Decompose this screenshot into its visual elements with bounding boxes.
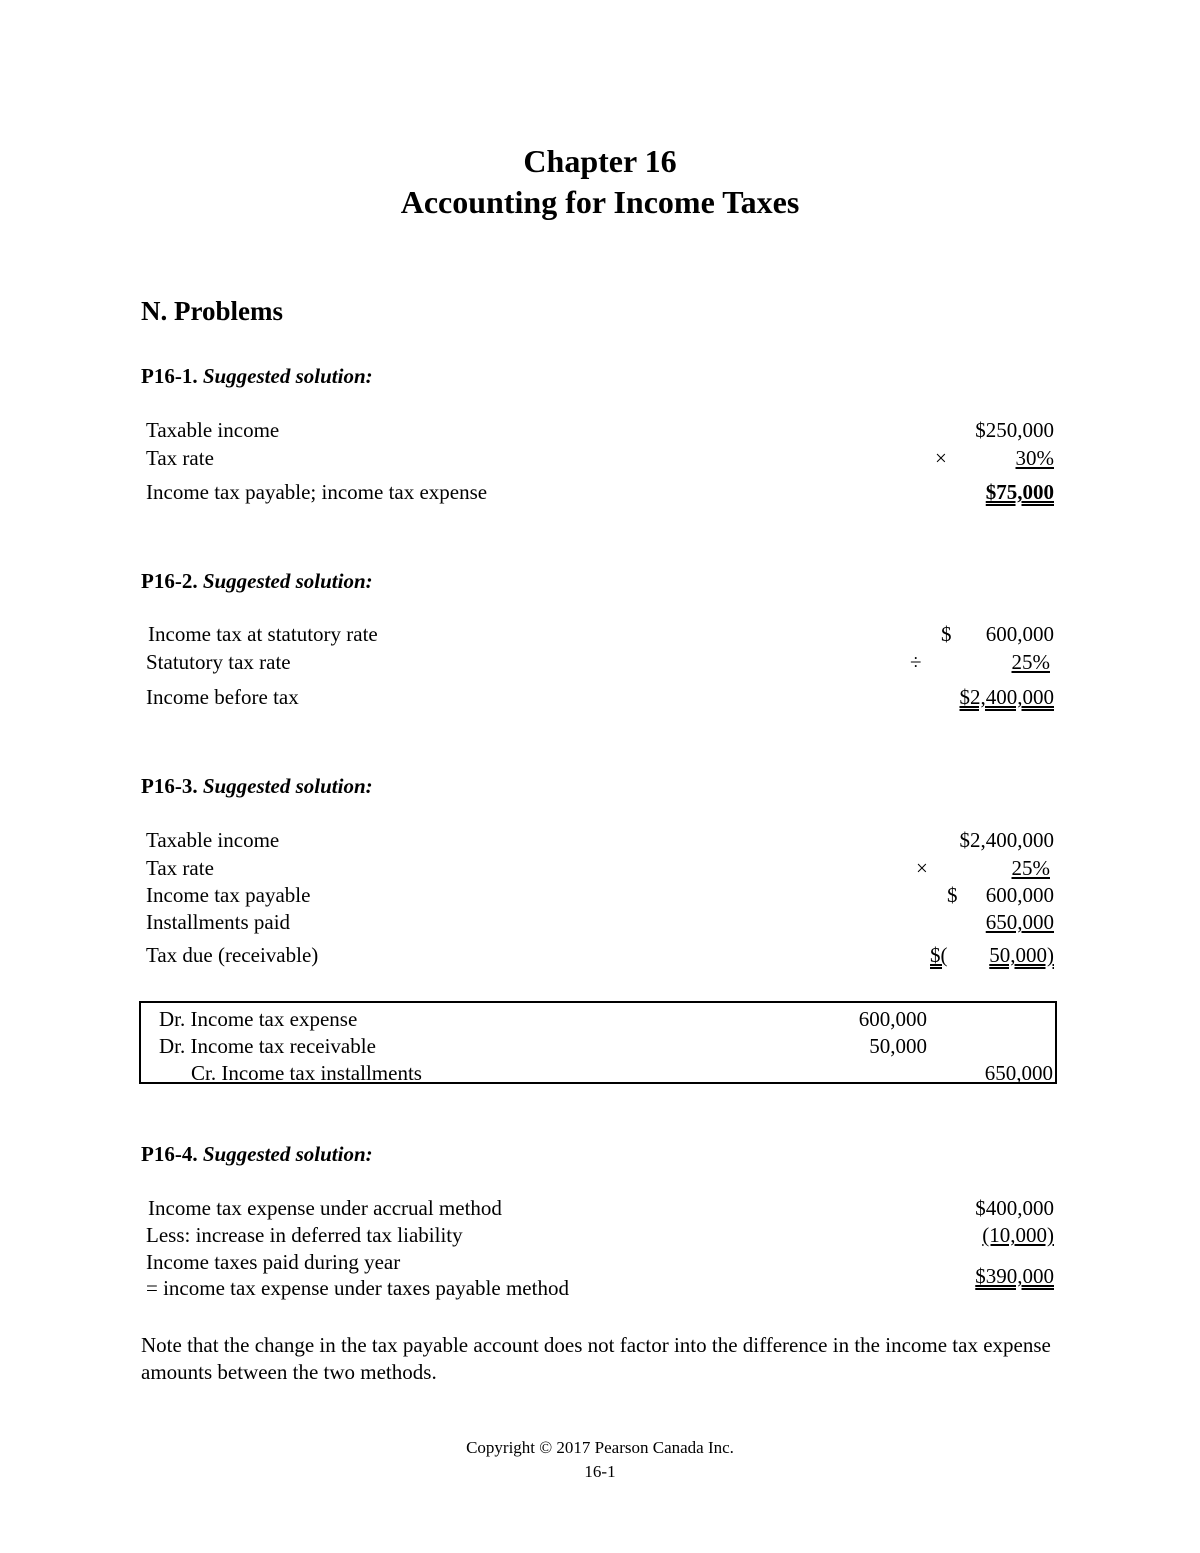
row-value: $400,000 bbox=[975, 1196, 1054, 1220]
chapter-title: Accounting for Income Taxes bbox=[400, 184, 800, 220]
problem-id: P16-2. bbox=[141, 569, 198, 593]
problem-subtitle: Suggested solution: bbox=[202, 364, 373, 388]
total-value: 50,000) bbox=[989, 943, 1054, 967]
total-value: $2,400,000 bbox=[959, 685, 1054, 709]
problem-heading-p16-4 bbox=[141, 1142, 373, 1167]
explanatory-note: Note that the change in the tax payable account does not factor into the difference in the income tax expense amounts between the two methods. bbox=[141, 1333, 1051, 1384]
row-label-continued: = income tax expense under taxes payable method bbox=[146, 1276, 569, 1300]
journal-account: Cr. Income tax installments bbox=[191, 1061, 422, 1085]
problem-subtitle: Suggested solution: bbox=[202, 1142, 373, 1166]
row-label: Tax rate bbox=[146, 446, 214, 470]
row-label: Taxable income bbox=[146, 418, 280, 442]
journal-row bbox=[141, 1034, 1055, 1061]
row-value: (10,000) bbox=[982, 1223, 1054, 1247]
row-value: $250,000 bbox=[975, 418, 1054, 442]
journal-account: Dr. Income tax receivable bbox=[159, 1034, 376, 1058]
row-label: Tax rate bbox=[146, 856, 214, 880]
multiply-operator: × bbox=[935, 446, 947, 470]
row-label: Income tax expense under accrual method bbox=[148, 1196, 502, 1220]
row-label: Income taxes paid during year bbox=[146, 1250, 401, 1274]
problem-heading-p16-1 bbox=[141, 364, 373, 389]
row-label: Taxable income bbox=[146, 828, 280, 852]
row-value: 25% bbox=[1011, 650, 1050, 674]
multiply-operator: × bbox=[916, 856, 928, 880]
row-value: 25% bbox=[1011, 856, 1050, 880]
row-label: Income tax at statutory rate bbox=[148, 622, 378, 646]
row-label: Income tax payable; income tax expense bbox=[146, 480, 488, 504]
journal-entry-box bbox=[139, 1001, 1057, 1084]
currency-sign: $ bbox=[941, 622, 952, 646]
problem-heading-p16-3 bbox=[141, 774, 373, 799]
problem-subtitle: Suggested solution: bbox=[202, 774, 373, 798]
journal-credit: 650,000 bbox=[984, 1061, 1053, 1085]
journal-row bbox=[141, 1061, 1055, 1088]
divide-operator: ÷ bbox=[910, 650, 922, 674]
row-value: 600,000 bbox=[985, 622, 1054, 646]
row-value: $2,400,000 bbox=[959, 828, 1054, 852]
row-value: 600,000 bbox=[985, 883, 1054, 907]
row-label: Income tax payable bbox=[146, 883, 311, 907]
problem-id: P16-1. bbox=[141, 364, 198, 388]
journal-account: Dr. Income tax expense bbox=[159, 1007, 358, 1031]
row-label: Less: increase in deferred tax liability bbox=[146, 1223, 463, 1247]
row-label: Tax due (receivable) bbox=[146, 943, 319, 967]
row-value: 650,000 bbox=[985, 910, 1054, 934]
total-value: $75,000 bbox=[985, 480, 1054, 504]
problem-id: P16-4. bbox=[141, 1142, 198, 1166]
problem-id: P16-3. bbox=[141, 774, 198, 798]
currency-sign: $( bbox=[930, 943, 948, 967]
problem-subtitle: Suggested solution: bbox=[202, 569, 373, 593]
journal-debit: 600,000 bbox=[858, 1007, 927, 1031]
page-number: 16-1 bbox=[584, 1462, 616, 1481]
currency-sign: $ bbox=[947, 883, 958, 907]
chapter-number: Chapter 16 bbox=[523, 143, 677, 179]
section-heading: N. Problems bbox=[141, 296, 283, 326]
total-value: $390,000 bbox=[975, 1264, 1054, 1288]
journal-row bbox=[141, 1007, 1055, 1034]
copyright-notice: Copyright © 2017 Pearson Canada Inc. bbox=[466, 1438, 734, 1457]
row-label: Income before tax bbox=[146, 685, 299, 709]
row-label: Statutory tax rate bbox=[146, 650, 291, 674]
row-label: Installments paid bbox=[146, 910, 291, 934]
journal-debit: 50,000 bbox=[869, 1034, 927, 1058]
row-value: 30% bbox=[1015, 446, 1054, 470]
problem-heading-p16-2 bbox=[141, 569, 373, 594]
